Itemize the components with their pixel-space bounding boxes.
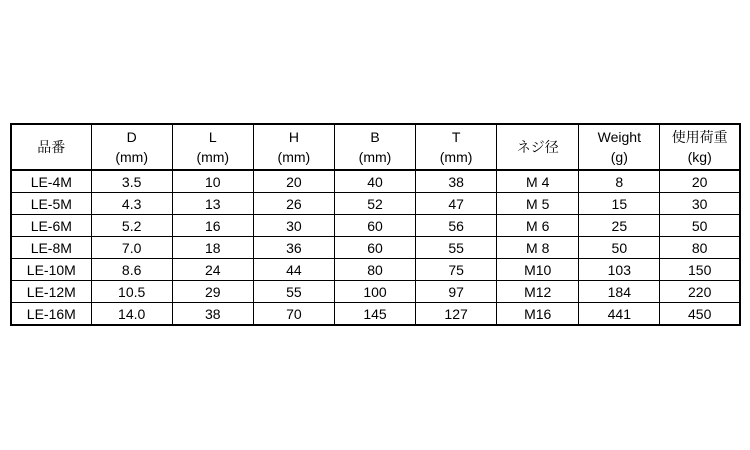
table-cell-t: 75	[416, 259, 497, 281]
header-unit: (mm)	[439, 149, 473, 165]
table-cell-b: 100	[334, 281, 415, 303]
table-cell-b: 52	[334, 193, 415, 215]
table-row	[11, 193, 740, 215]
table-cell-t: 55	[416, 237, 497, 259]
table-row	[11, 170, 740, 193]
table-cell-part-number: LE-16M	[11, 303, 91, 326]
table-cell-b: 60	[334, 237, 415, 259]
table-cell-b: 60	[334, 215, 415, 237]
table-cell-d: 7.0	[91, 237, 172, 259]
table-cell-d: 14.0	[91, 303, 172, 326]
table-cell-weight: 15	[579, 193, 660, 215]
table-cell-t: 97	[416, 281, 497, 303]
table-cell-working-load: 80	[660, 237, 740, 259]
header-cell-l	[172, 124, 253, 170]
table-cell-l: 13	[172, 193, 253, 215]
table-cell-thread-size: M16	[497, 303, 579, 326]
table-cell-working-load: 220	[660, 281, 740, 303]
table-cell-d: 5.2	[91, 215, 172, 237]
table-cell-d: 4.3	[91, 193, 172, 215]
header-unit: (mm)	[196, 149, 230, 165]
table-cell-d: 10.5	[91, 281, 172, 303]
header-unit: (mm)	[277, 149, 311, 165]
header-label: D	[126, 129, 137, 145]
table-cell-d: 8.6	[91, 259, 172, 281]
table-cell-working-load: 20	[660, 170, 740, 193]
header-cell-b	[334, 124, 415, 170]
header-cell-d	[91, 124, 172, 170]
header-cell-thread-size	[497, 124, 579, 170]
table-cell-l: 29	[172, 281, 253, 303]
table-cell-part-number: LE-4M	[11, 170, 91, 193]
table-cell-part-number: LE-12M	[11, 281, 91, 303]
table-cell-d: 3.5	[91, 170, 172, 193]
spec-table	[10, 123, 741, 326]
table-row	[11, 215, 740, 237]
table-cell-b: 145	[334, 303, 415, 326]
table-cell-weight: 8	[579, 170, 660, 193]
table-cell-part-number: LE-8M	[11, 237, 91, 259]
table-cell-h: 20	[253, 170, 334, 193]
header-label: T	[451, 129, 461, 145]
header-cell-h	[253, 124, 334, 170]
table-cell-t: 47	[416, 193, 497, 215]
header-label: 品番	[37, 139, 66, 155]
table-cell-weight: 103	[579, 259, 660, 281]
table-cell-l: 16	[172, 215, 253, 237]
table-cell-thread-size: M 6	[497, 215, 579, 237]
table-row	[11, 303, 740, 326]
table-cell-working-load: 450	[660, 303, 740, 326]
header-label: L	[208, 129, 217, 145]
table-row	[11, 237, 740, 259]
header-unit: (g)	[610, 149, 628, 165]
table-cell-b: 80	[334, 259, 415, 281]
table-cell-part-number: LE-6M	[11, 215, 91, 237]
table-cell-weight: 25	[579, 215, 660, 237]
header-label: Weight	[597, 129, 641, 145]
header-unit: (mm)	[115, 149, 148, 165]
table-cell-thread-size: M10	[497, 259, 579, 281]
table-row	[11, 259, 740, 281]
table-cell-h: 70	[253, 303, 334, 326]
table-cell-weight: 441	[579, 303, 660, 326]
table-cell-b: 40	[334, 170, 415, 193]
table-cell-part-number: LE-10M	[11, 259, 91, 281]
table-cell-weight: 50	[579, 237, 660, 259]
table-cell-h: 55	[253, 281, 334, 303]
table-cell-thread-size: M 8	[497, 237, 579, 259]
header-label: H	[288, 129, 299, 145]
header-cell-part-number	[11, 124, 91, 170]
header-cell-weight	[579, 124, 660, 170]
table-cell-weight: 184	[579, 281, 660, 303]
table-cell-h: 44	[253, 259, 334, 281]
table-cell-l: 38	[172, 303, 253, 326]
header-cell-t	[416, 124, 497, 170]
table-cell-thread-size: M12	[497, 281, 579, 303]
table-cell-t: 38	[416, 170, 497, 193]
table-row	[11, 281, 740, 303]
table-cell-working-load: 50	[660, 215, 740, 237]
header-unit: (kg)	[687, 149, 712, 165]
table-cell-t: 127	[416, 303, 497, 326]
header-label: B	[370, 129, 380, 145]
table-cell-l: 10	[172, 170, 253, 193]
table-cell-working-load: 150	[660, 259, 740, 281]
table-cell-h: 30	[253, 215, 334, 237]
table-body	[11, 170, 740, 325]
table-cell-t: 56	[416, 215, 497, 237]
header-cell-working-load	[660, 124, 740, 170]
table-cell-working-load: 30	[660, 193, 740, 215]
header-label: 使用荷重	[671, 129, 728, 145]
header-label: ネジ径	[516, 139, 559, 155]
table-cell-h: 26	[253, 193, 334, 215]
table-cell-thread-size: M 5	[497, 193, 579, 215]
table-cell-part-number: LE-5M	[11, 193, 91, 215]
header-unit: (mm)	[358, 149, 392, 165]
table-cell-l: 18	[172, 237, 253, 259]
table-cell-l: 24	[172, 259, 253, 281]
table-cell-h: 36	[253, 237, 334, 259]
header-row	[11, 124, 740, 170]
table-cell-thread-size: M 4	[497, 170, 579, 193]
